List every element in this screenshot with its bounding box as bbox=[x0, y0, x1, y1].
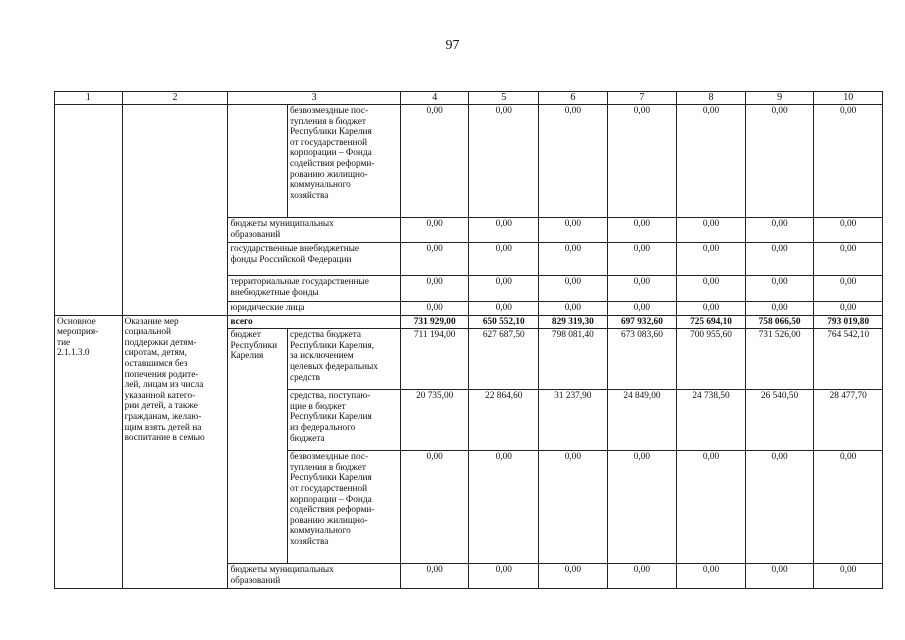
total-value: 650 552,10 bbox=[469, 315, 539, 329]
value-cell: 0,00 bbox=[469, 451, 539, 564]
value-cell: 24 849,00 bbox=[607, 390, 677, 451]
total-value: 697 932,60 bbox=[607, 315, 677, 329]
value-cell: 0,00 bbox=[814, 243, 883, 276]
value-cell: 798 081,40 bbox=[539, 329, 608, 390]
col-num-4: 4 bbox=[400, 92, 469, 105]
value-cell: 0,00 bbox=[677, 218, 746, 243]
value-cell: 0,00 bbox=[469, 105, 539, 218]
value-cell: 24 738,50 bbox=[677, 390, 746, 451]
value-cell: 0,00 bbox=[677, 276, 746, 302]
value-cell: 0,00 bbox=[469, 276, 539, 302]
value-cell: 0,00 bbox=[814, 105, 883, 218]
value-cell: 0,00 bbox=[607, 451, 677, 564]
value-cell: 700 955,60 bbox=[677, 329, 746, 390]
page-number: 97 bbox=[445, 38, 460, 53]
value-cell: 0,00 bbox=[469, 243, 539, 276]
value-cell: 0,00 bbox=[745, 276, 814, 302]
value-cell: 0,00 bbox=[814, 451, 883, 564]
value-cell: 673 083,60 bbox=[607, 329, 677, 390]
measure-description: Оказание мер социальной поддержки детям- сиротам, детям, оставшимся без попечения родите- лей, лицам из числа указанной катего- рии детей, а также гражданам, желаю- щим взять детей на воспитание в семью bbox=[122, 315, 228, 589]
value-cell: 0,00 bbox=[400, 451, 469, 564]
empty-cell bbox=[228, 105, 288, 218]
value-cell: 0,00 bbox=[400, 276, 469, 302]
value-cell: 0,00 bbox=[469, 302, 539, 316]
value-cell: 22 864,60 bbox=[469, 390, 539, 451]
value-cell: 0,00 bbox=[607, 105, 677, 218]
table-row bbox=[55, 105, 883, 218]
value-cell: 0,00 bbox=[539, 564, 608, 589]
col-num-7: 7 bbox=[607, 92, 677, 105]
col-num-6: 6 bbox=[539, 92, 608, 105]
source-label: бюджеты муниципальных образований bbox=[228, 564, 400, 589]
value-cell: 0,00 bbox=[745, 105, 814, 218]
value-cell: 0,00 bbox=[400, 564, 469, 589]
value-cell: 31 237,90 bbox=[539, 390, 608, 451]
value-cell: 711 194,00 bbox=[400, 329, 469, 390]
source-label: государственные внебюджетные фонды Российской Федерации bbox=[228, 243, 400, 276]
value-cell: 0,00 bbox=[745, 218, 814, 243]
value-cell: 0,00 bbox=[745, 302, 814, 316]
value-cell: 0,00 bbox=[400, 243, 469, 276]
total-value: 793 019,80 bbox=[814, 315, 883, 329]
value-cell: 0,00 bbox=[539, 105, 608, 218]
value-cell: 0,00 bbox=[677, 564, 746, 589]
value-cell: 0,00 bbox=[814, 276, 883, 302]
value-cell: 20 735,00 bbox=[400, 390, 469, 451]
source-label: территориальные государственные внебюджетные фонды bbox=[228, 276, 400, 302]
empty-cell bbox=[122, 105, 228, 316]
value-cell: 0,00 bbox=[677, 451, 746, 564]
source-label: юридические лица bbox=[228, 302, 400, 316]
value-cell: 0,00 bbox=[400, 302, 469, 316]
value-cell: 0,00 bbox=[607, 243, 677, 276]
col-num-3: 3 bbox=[228, 92, 400, 105]
value-cell: 0,00 bbox=[539, 451, 608, 564]
value-cell: 0,00 bbox=[400, 218, 469, 243]
value-cell: 0,00 bbox=[469, 218, 539, 243]
source-label: средства, поступаю- щие в бюджет Республики Карелия из федерального бюджета bbox=[287, 390, 400, 451]
total-value: 725 694,10 bbox=[677, 315, 746, 329]
value-cell: 26 540,50 bbox=[745, 390, 814, 451]
value-cell: 0,00 bbox=[677, 302, 746, 316]
value-cell: 0,00 bbox=[814, 564, 883, 589]
value-cell: 0,00 bbox=[745, 451, 814, 564]
value-cell: 0,00 bbox=[469, 564, 539, 589]
value-cell: 0,00 bbox=[677, 105, 746, 218]
value-cell: 0,00 bbox=[539, 302, 608, 316]
value-cell: 0,00 bbox=[400, 105, 469, 218]
budget-label: бюджет Республики Карелия bbox=[228, 329, 288, 564]
value-cell: 0,00 bbox=[607, 302, 677, 316]
value-cell: 764 542,10 bbox=[814, 329, 883, 390]
value-cell: 0,00 bbox=[814, 302, 883, 316]
col-num-9: 9 bbox=[745, 92, 814, 105]
value-cell: 0,00 bbox=[539, 218, 608, 243]
value-cell: 0,00 bbox=[814, 218, 883, 243]
value-cell: 0,00 bbox=[607, 276, 677, 302]
value-cell: 627 687,50 bbox=[469, 329, 539, 390]
col-num-2: 2 bbox=[122, 92, 228, 105]
value-cell: 0,00 bbox=[539, 276, 608, 302]
source-label: бюджеты муниципальных образований bbox=[228, 218, 400, 243]
total-label: всего bbox=[228, 315, 400, 329]
source-label: безвозмездные пос- тупления в бюджет Республики Карелия от государственной корпорации – Фонда содействия реформи- рованию жилищно- коммунального хозяйства bbox=[287, 451, 400, 564]
value-cell: 0,00 bbox=[539, 243, 608, 276]
total-value: 731 929,00 bbox=[400, 315, 469, 329]
col-num-10: 10 bbox=[814, 92, 883, 105]
value-cell: 731 526,00 bbox=[745, 329, 814, 390]
column-numbers-row bbox=[55, 92, 883, 105]
col-num-8: 8 bbox=[677, 92, 746, 105]
value-cell: 28 477,70 bbox=[814, 390, 883, 451]
col-num-5: 5 bbox=[469, 92, 539, 105]
value-cell: 0,00 bbox=[677, 243, 746, 276]
value-cell: 0,00 bbox=[607, 218, 677, 243]
empty-cell bbox=[55, 105, 123, 316]
source-label: средства бюджета Республики Карелия, за исключением целевых федеральных средств bbox=[287, 329, 400, 390]
value-cell: 0,00 bbox=[745, 243, 814, 276]
col-num-1: 1 bbox=[55, 92, 123, 105]
total-value: 758 066,50 bbox=[745, 315, 814, 329]
source-label: безвозмездные пос- тупления в бюджет Республики Карелия от государственной корпорации – Фонда содействия реформи- рованию жилищно- коммунального хозяйства bbox=[287, 105, 400, 218]
value-cell: 0,00 bbox=[745, 564, 814, 589]
budget-table bbox=[54, 91, 883, 589]
table-row bbox=[55, 315, 883, 329]
value-cell: 0,00 bbox=[607, 564, 677, 589]
total-value: 829 319,30 bbox=[539, 315, 608, 329]
measure-code: Основное мероприя- тие 2.1.1.3.0 bbox=[55, 315, 123, 589]
